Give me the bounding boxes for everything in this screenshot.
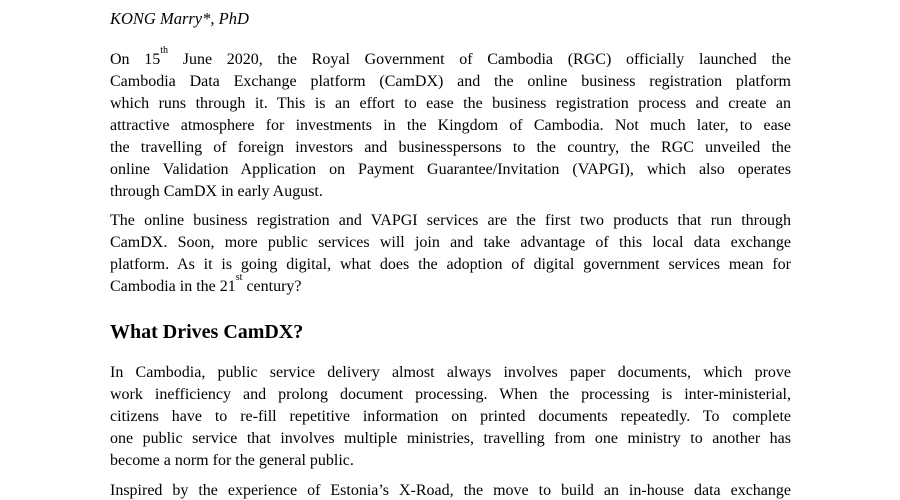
text-line: CamDX. Soon, more public services will join and take advantage of this local data exchange xyxy=(110,234,791,251)
author-line: KONG Marry*, PhD xyxy=(110,9,249,28)
text-line: one public service that involves multiple ministries, travelling from one ministry to another has xyxy=(110,430,791,447)
text-line: Inspired by the experience of Estonia’s X-Road, the move to build an in-house data exchange xyxy=(110,482,791,499)
text-line: become a norm for the general public. xyxy=(110,452,354,469)
text-line: platform. As it is going digital, what does the adoption of digital government services mean for xyxy=(110,256,791,273)
paragraph-launch-intro xyxy=(110,44,791,203)
text-line: Cambodia Data Exchange platform (CamDX) and the online business registration platform xyxy=(110,73,791,90)
text-line: Cambodia in the 21st century? xyxy=(110,271,302,295)
text-line: In Cambodia, public service delivery almost always involves paper documents, which prove xyxy=(110,364,791,381)
text-line: work inefficiency and prolong document processing. When the processing is inter-ministerial, xyxy=(110,386,791,403)
text-line: through CamDX in early August. xyxy=(110,183,323,200)
text-line: On 15th June 2020, the Royal Government of Cambodia (RGC) officially launched the xyxy=(110,44,791,68)
paragraph-paper-documents xyxy=(110,362,791,472)
document-text-column xyxy=(110,0,791,500)
text-line: attractive atmosphere for investments in the Kingdom of Cambodia. Not much later, to ease xyxy=(110,117,791,134)
text-line: The online business registration and VAPGI services are the first two products that run through xyxy=(110,212,791,229)
text-line: online Validation Application on Payment Guarantee/Invitation (VAPGI), which also operates xyxy=(110,161,791,178)
paragraph-estonia-xroad xyxy=(110,480,791,500)
text-line: which runs through it. This is an effort to ease the business registration process and create an xyxy=(110,95,791,112)
paragraph-first-products xyxy=(110,210,791,298)
text-line: citizens have to re-fill repetitive information on printed documents repeatedly. To complete xyxy=(110,408,791,425)
text-line: the travelling of foreign investors and businesspersons to the country, the RGC unveiled the xyxy=(110,139,791,156)
section-heading: What Drives CamDX? xyxy=(110,321,304,343)
